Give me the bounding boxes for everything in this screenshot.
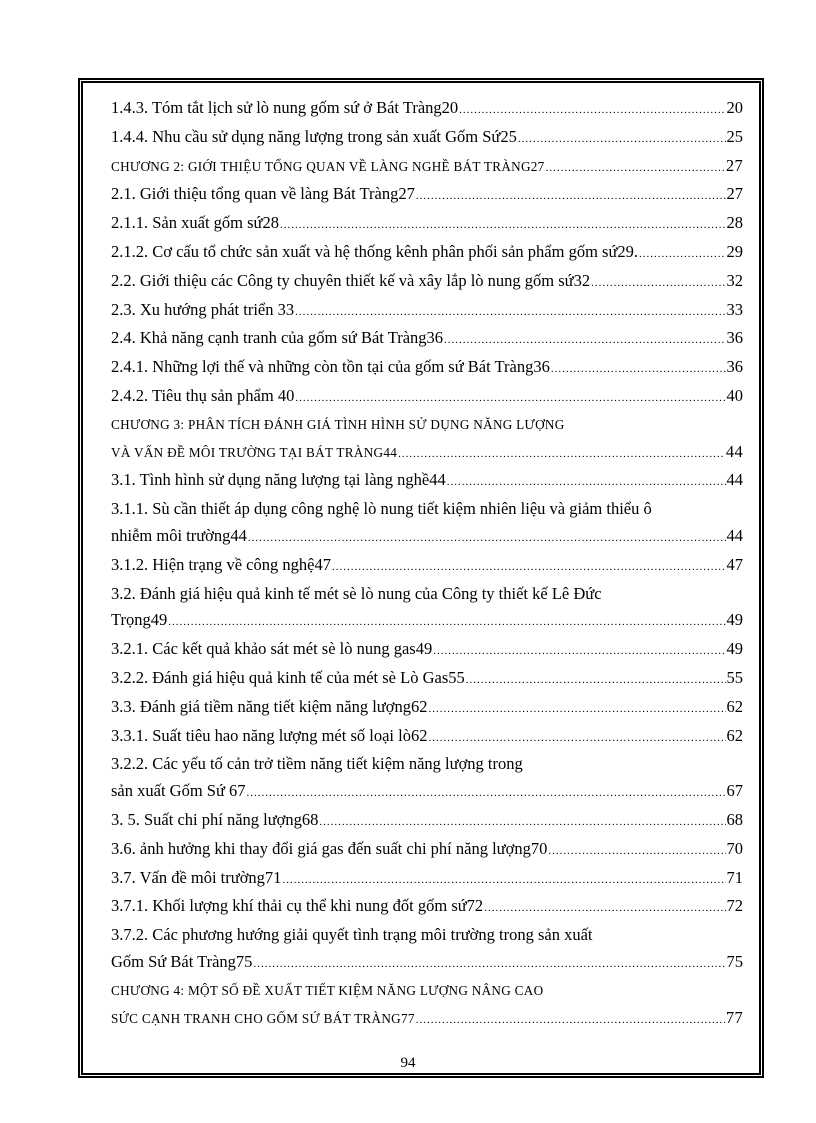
toc-entry-page: 62 [726, 696, 743, 716]
toc-entry [111, 210, 743, 239]
toc-entry [111, 95, 743, 124]
toc-entry-page: 72 [726, 896, 743, 916]
toc-leader-dots [416, 183, 726, 210]
toc-entry-page: 36 [726, 328, 743, 348]
page-number: 94 [400, 1055, 416, 1071]
toc-leader-dots [295, 385, 725, 412]
toc-entry-title: 3.1.2. Hiện trạng về công nghệ47 [111, 554, 331, 574]
toc-leader-dots [466, 667, 726, 694]
toc-entry-title: CHƯƠNG 3: PHÂN TÍCH ĐÁNH GIÁ TÌNH HÌNH SỬ DỤNG NĂNG LƯỢNG [111, 416, 565, 432]
toc-entry-page: 55 [726, 667, 743, 687]
toc-entry [111, 297, 743, 326]
toc-entry-page: 44 [726, 525, 743, 545]
toc-entry-title: SỨC CẠNH TRANH CHO GỐM SỨ BÁT TRÀNG77 [111, 1010, 415, 1026]
toc-entry-title: 3.7.2. Các phương hướng giải quyết tình trạng môi trường trong sản xuất [111, 925, 593, 945]
toc-entry-page: 28 [726, 213, 743, 233]
toc-leader-dots [639, 241, 725, 268]
toc-entry-title: 3.2.2. Các yếu tố cản trở tiềm năng tiết kiệm năng lượng trong [111, 754, 523, 774]
toc-entry [111, 922, 743, 949]
toc-entry-title: 3.3. Đánh giá tiềm năng tiết kiệm năng lượng62 [111, 696, 428, 716]
toc-entry-page: 29 [726, 241, 743, 261]
toc-entry-title: 3.3.1. Suất tiêu hao năng lượng mét số loại lò62 [111, 725, 428, 745]
toc-leader-dots [295, 299, 725, 326]
toc-leader-dots [282, 867, 725, 894]
toc-entry [111, 949, 743, 978]
toc-leader-dots [398, 441, 725, 468]
toc-leader-dots [332, 554, 726, 581]
toc-leader-dots [416, 1007, 725, 1034]
toc-chapter-line [111, 978, 743, 1005]
toc-entry-page: 27 [725, 155, 743, 175]
toc-entry [111, 181, 743, 210]
toc-entry-page: 20 [726, 98, 743, 117]
toc-entry [111, 607, 743, 636]
table-of-contents [111, 95, 743, 1033]
toc-entry-title: 3. 5. Suất chi phí năng lượng68 [111, 809, 319, 829]
toc-entry-title: 2.1.1. Sản xuất gốm sứ28 [111, 213, 279, 233]
toc-entry-page: 49 [726, 639, 743, 659]
toc-entry-page: 71 [726, 867, 743, 887]
toc-entry-title: CHƯƠNG 4: MỘT SỐ ĐỀ XUẤT TIẾT KIỆM NĂNG LƯỢNG NÂNG CAO [111, 982, 544, 998]
toc-entry-title: 1.4.4. Nhu cầu sử dụng năng lượng trong sản xuất Gốm Sứ25 [111, 126, 517, 146]
toc-entry [111, 807, 743, 836]
toc-chapter-line [111, 439, 743, 468]
toc-entry-title: 2.1.2. Cơ cấu tổ chức sản xuất và hệ thống kênh phân phối sản phẩm gốm sứ29. [111, 241, 639, 261]
toc-chapter-line [111, 412, 743, 439]
toc-entry [111, 496, 743, 523]
toc-entry-title: 3.7. Vấn đề môi trường71 [111, 867, 282, 887]
toc-leader-dots [168, 609, 725, 636]
toc-leader-dots [546, 155, 725, 182]
toc-entry-title: Gốm Sứ Bát Tràng75 [111, 951, 253, 971]
toc-entry-title: CHƯƠNG 2: GIỚI THIỆU TỔNG QUAN VỀ LÀNG NGHỀ BÁT TRÀNG27 [111, 158, 545, 174]
toc-entry-title: 3.6. ảnh hưởng khi thay đổi giá gas đến suất chi phí năng lượng70 [111, 838, 548, 858]
toc-entry [111, 581, 743, 608]
toc-entry-page: 36 [726, 357, 743, 377]
toc-leader-dots [253, 951, 725, 978]
toc-leader-dots [428, 725, 725, 752]
toc-entry-page: 25 [726, 126, 743, 146]
toc-leader-dots [551, 356, 726, 383]
toc-entry [111, 723, 743, 752]
toc-entry [111, 665, 743, 694]
toc-entry [111, 383, 743, 412]
toc-leader-dots [548, 838, 725, 865]
toc-entry [111, 636, 743, 665]
toc-entry-page: 44 [725, 441, 743, 461]
toc-entry-page: 33 [726, 299, 743, 319]
toc-entry-title: nhiễm môi trường44 [111, 525, 247, 545]
toc-entry [111, 552, 743, 581]
toc-entry-page: 77 [725, 1007, 743, 1027]
toc-entry [111, 523, 743, 552]
toc-leader-dots [248, 525, 726, 552]
toc-entry [111, 239, 743, 268]
toc-entry [111, 751, 743, 778]
toc-entry [111, 124, 743, 153]
toc-entry [111, 836, 743, 865]
toc-leader-dots [484, 895, 725, 922]
toc-leader-dots [447, 469, 726, 496]
toc-leader-dots [247, 780, 726, 807]
toc-entry-title: 3.2. Đánh giá hiệu quả kinh tế mét sè lò nung của Công ty thiết kế Lê Đức [111, 583, 602, 603]
toc-entry-title: 3.2.2. Đánh giá hiệu quả kinh tế của mét sè Lò Gas55 [111, 667, 465, 687]
toc-entry-title: 3.7.1. Khối lượng khí thải cụ thể khi nung đốt gốm sứ72 [111, 896, 484, 916]
toc-entry [111, 694, 743, 723]
toc-entry-page: 40 [726, 385, 743, 405]
toc-entry-page: 44 [726, 470, 743, 490]
toc-entry-page: 68 [726, 809, 743, 829]
toc-entry-title: 1.4.3. Tóm tắt lịch sử lò nung gốm sứ ở Bát Tràng20 [111, 98, 459, 117]
toc-entry-title: VÀ VẤN ĐỀ MÔI TRƯỜNG TẠI BÁT TRÀNG44 [111, 444, 398, 460]
toc-chapter-line [111, 1005, 743, 1034]
toc-leader-dots [319, 809, 725, 836]
toc-entry-page: 47 [726, 554, 743, 574]
toc-entry-page: 75 [726, 951, 743, 971]
toc-entry [111, 268, 743, 297]
toc-entry [111, 893, 743, 922]
toc-entry-title: sản xuất Gốm Sứ 67 [111, 781, 246, 801]
toc-leader-dots [518, 126, 726, 153]
toc-entry [111, 467, 743, 496]
toc-entry-title: 3.2.1. Các kết quả khảo sát mét sè lò nung gas49 [111, 639, 433, 659]
toc-entry-page: 62 [726, 725, 743, 745]
toc-leader-dots [433, 638, 725, 665]
toc-entry-title: 2.4.2. Tiêu thụ sản phẩm 40 [111, 385, 295, 405]
toc-entry-title: 2.4. Khả năng cạnh tranh của gốm sứ Bát Tràng36 [111, 328, 444, 348]
toc-entry-page: 27 [726, 184, 743, 204]
toc-leader-dots [444, 327, 725, 354]
toc-leader-dots [459, 97, 725, 124]
toc-entry-title: 2.2. Giới thiệu các Công ty chuyên thiết kế và xây lắp lò nung gốm sứ32 [111, 270, 591, 290]
toc-entry-title: Trọng49 [111, 610, 168, 630]
toc-entry-title: 2.3. Xu hướng phát triển 33 [111, 299, 295, 319]
toc-entry-title: 3.1.1. Sù cần thiết áp dụng công nghệ lò nung tiết kiệm nhiên liệu và giảm thiểu ô [111, 499, 652, 519]
toc-entry-page: 67 [726, 781, 743, 801]
toc-entry [111, 865, 743, 894]
toc-entry-page: 70 [726, 838, 743, 858]
toc-leader-dots [428, 696, 725, 723]
toc-entry [111, 325, 743, 354]
toc-entry-title: 2.1. Giới thiệu tổng quan về làng Bát Tràng27 [111, 184, 415, 204]
toc-leader-dots [591, 270, 725, 297]
toc-entry-page: 49 [726, 610, 743, 630]
toc-entry-title: 2.4.1. Những lợi thế và những còn tồn tại của gốm sứ Bát Tràng36 [111, 357, 550, 377]
toc-entry [111, 354, 743, 383]
toc-entry-page: 32 [726, 270, 743, 290]
toc-leader-dots [280, 212, 726, 239]
toc-entry [111, 778, 743, 807]
toc-entry-title: 3.1. Tình hình sử dụng năng lượng tại làng nghề44 [111, 470, 446, 490]
toc-chapter-line [111, 153, 743, 182]
